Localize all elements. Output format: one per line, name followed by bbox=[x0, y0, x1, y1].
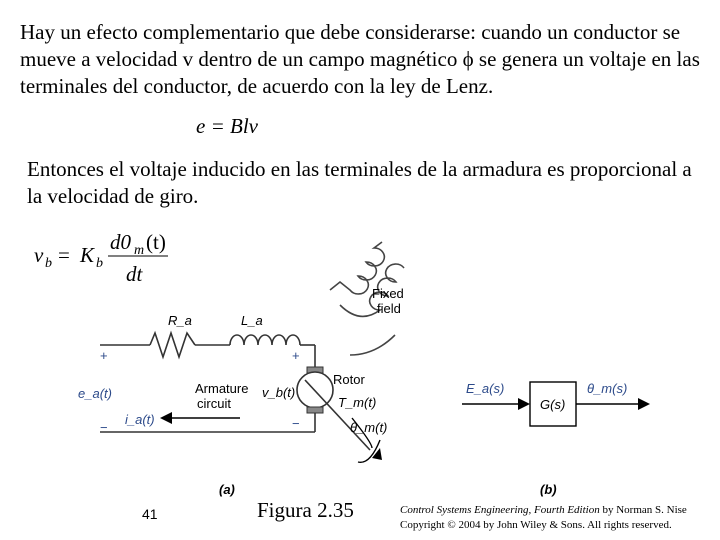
svg-text:b: b bbox=[45, 256, 52, 271]
ia-label: i_a(t) bbox=[125, 412, 155, 427]
plus-left: + bbox=[100, 348, 108, 363]
part-a-label: (a) bbox=[219, 482, 235, 497]
part-b-label: (b) bbox=[540, 482, 557, 497]
svg-text:K: K bbox=[80, 243, 95, 267]
rotor-label: Rotor bbox=[333, 372, 365, 387]
minus-left: − bbox=[100, 420, 108, 435]
lenz-equation: e = Blv bbox=[196, 114, 258, 138]
svg-text:(t): (t) bbox=[146, 230, 166, 254]
plus-right: + bbox=[292, 348, 300, 363]
svg-text:=: = bbox=[58, 243, 70, 267]
figure-label: Figura 2.35 bbox=[257, 498, 354, 522]
induced-voltage-paragraph: Entonces el voltaje inducido en las terminales de la armadura es proporcional a la velocidad de giro. bbox=[27, 157, 692, 208]
block-transfer-label: G(s) bbox=[540, 397, 566, 412]
svg-text:d0: d0 bbox=[110, 230, 131, 254]
back-emf-equation bbox=[34, 230, 168, 286]
credit-copyright: Copyright © 2004 by John Wiley & Sons. All rights reserved. bbox=[400, 519, 672, 531]
minus-right: − bbox=[292, 416, 300, 431]
armature-current-arrow bbox=[160, 412, 240, 424]
block-input-label: E_a(s) bbox=[466, 381, 505, 396]
block-output-label: θ_m(s) bbox=[587, 381, 628, 396]
credit-line bbox=[400, 503, 716, 533]
vb-label: v_b(t) bbox=[262, 385, 296, 400]
intro-text: Hay un efecto complementario que debe considerarse: cuando un conductor se mueve a velocidad v dentro de un campo magnético ϕ se genera un voltaje en las terminales del conductor, de acuerdo con la ley de Lenz. bbox=[20, 20, 700, 98]
fixed-field-label-2: field bbox=[377, 301, 401, 316]
block-diagram bbox=[462, 381, 650, 426]
ra-label: R_a bbox=[168, 313, 192, 328]
la-label: L_a bbox=[241, 313, 263, 328]
armature-label-2: circuit bbox=[197, 396, 231, 411]
slide-number: 41 bbox=[142, 506, 158, 522]
ea-label: e_a(t) bbox=[78, 386, 112, 401]
svg-text:dt: dt bbox=[126, 262, 143, 286]
svg-text:v: v bbox=[34, 243, 44, 267]
svg-text:b: b bbox=[96, 256, 103, 271]
tm-label: T_m(t) bbox=[338, 395, 377, 410]
credit-title: Control Systems Engineering, Fourth Edition bbox=[400, 504, 600, 516]
fixed-field-label-1: Fixed bbox=[372, 286, 404, 301]
svg-text:m: m bbox=[134, 243, 145, 258]
theta-m-label: θ_m(t) bbox=[350, 420, 388, 435]
armature-label-1: Armature bbox=[195, 381, 249, 396]
credit-author: by Norman S. Nise bbox=[599, 504, 687, 516]
